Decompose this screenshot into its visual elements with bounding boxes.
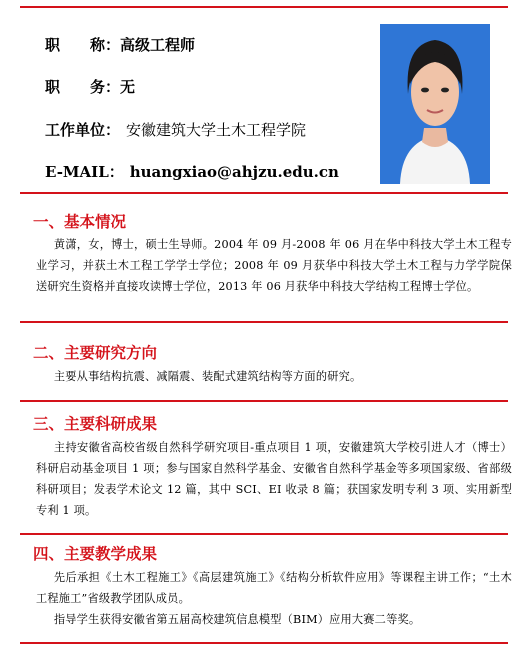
section-basic-title: 一、基本情况 — [33, 212, 127, 231]
section-science-text: 主持安徽省高校省级自然科学研究项目-重点项目 1 项，安徽建筑大学校引进人才（博士）科研启动基金项目 1 项；参与国家自然科学基金、安徽省自然科学基金等多项国家级、省部级科研项目；发表学术论文 12 篇，其中 SCI、EI 收录 8 篇；获国家发明专利 3 项、实用新型专利 1 项。 — [36, 441, 512, 517]
portrait-photo — [380, 24, 490, 184]
unit-value: 安徽建筑大学土木工程学院 — [126, 121, 307, 139]
section-basic-text: 黄潇，女，博士，硕士生导师。2004 年 09 月-2008 年 06 月在华中科技大学土木工程专业学习，并获土木工程工学学士学位；2008 年 09 月获华中科技大学土木工程与力学学院保送研究生资格并直接攻读博士学位，2013 年 06 月获华中科技大学结构工程博士学位。 — [36, 238, 512, 293]
section-divider — [20, 400, 508, 402]
title-row — [45, 35, 195, 55]
unit-row — [45, 120, 306, 140]
post-value: 无 — [120, 78, 136, 96]
post-row — [45, 77, 135, 97]
email-value[interactable]: huangxiao@ahjzu.edu.cn — [129, 163, 339, 181]
section-divider — [20, 533, 508, 535]
portrait-illustration — [380, 24, 490, 184]
bottom-divider — [20, 642, 508, 644]
section-divider — [20, 321, 508, 323]
post-label: 职 务： — [45, 78, 121, 96]
title-label: 职 称： — [45, 36, 121, 54]
section-teaching-text-1: 先后承担《土木工程施工》《高层建筑施工》《结构分析软件应用》等课程主讲工作；“土木工程施工”省级教学团队成员。 — [36, 571, 512, 605]
section-teaching-title: 四、主要教学成果 — [33, 544, 158, 563]
section-teaching-text-2: 指导学生获得安徽省第五届高校建筑信息模型（BIM）应用大赛二等奖。 — [53, 613, 421, 626]
title-value: 高级工程师 — [120, 36, 196, 54]
section-research-title: 二、主要研究方向 — [33, 343, 158, 362]
section-research-text: 主要从事结构抗震、减隔震、装配式建筑结构等方面的研究。 — [53, 370, 362, 383]
top-divider — [20, 6, 508, 8]
section-science-title: 三、主要科研成果 — [33, 414, 158, 433]
email-label: E-MAIL： — [45, 163, 124, 181]
email-row — [45, 162, 339, 182]
unit-label: 工作单位： — [45, 121, 121, 139]
header-divider — [20, 192, 508, 194]
